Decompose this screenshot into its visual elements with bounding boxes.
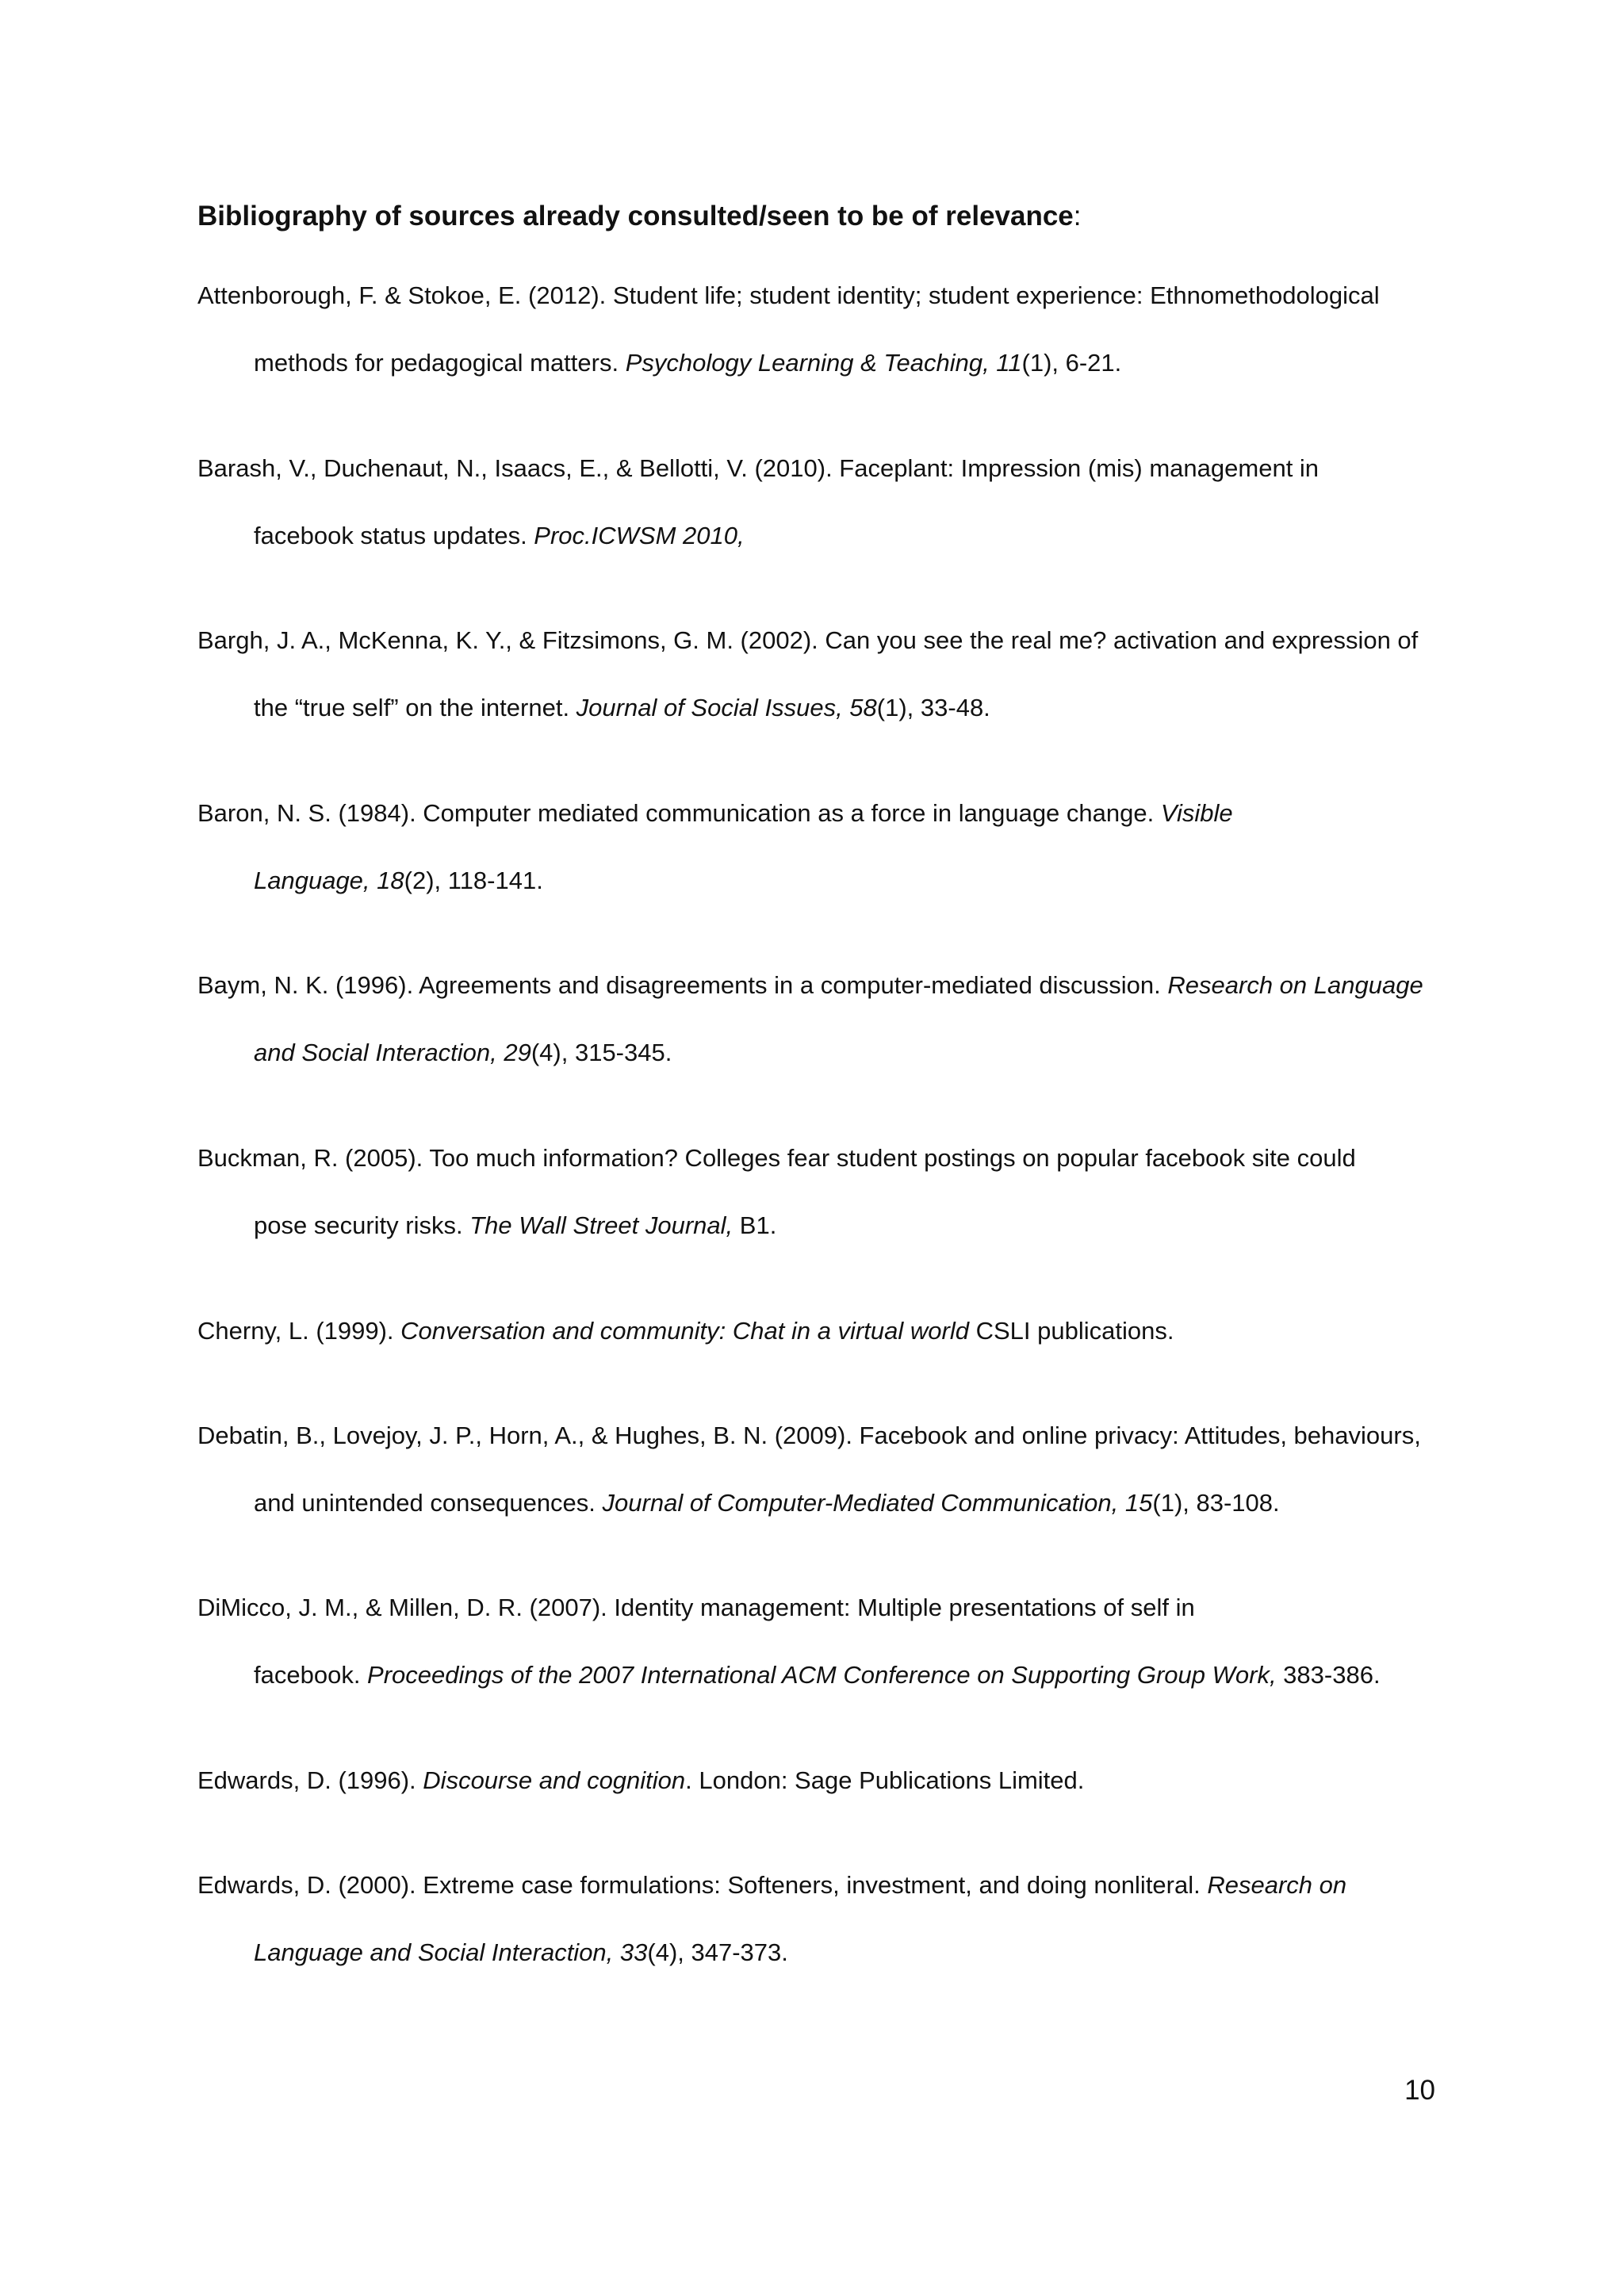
reference-italic-text: Language, 18 (254, 867, 404, 894)
bibliography-heading-text: Bibliography of sources already consulted/seen to be of relevance (197, 201, 1074, 232)
reference-italic-text: Discourse and cognition (423, 1766, 686, 1794)
reference-text: . London: Sage Publications Limited. (685, 1766, 1085, 1794)
reference-text: Baym, N. K. (1996). Agreements and disagreements in a computer-mediated discussion. (197, 971, 1168, 999)
reference-italic-text: Journal of Social Issues, 58 (576, 694, 877, 721)
reference-line-1 (197, 276, 1450, 316)
reference-italic-text: Research on (1207, 1871, 1347, 1899)
reference-text: Baron, N. S. (1984). Computer mediated communication as a force in language change. (197, 799, 1161, 827)
reference-line-1 (197, 1311, 1450, 1351)
reference-text: pose security risks. (254, 1211, 470, 1239)
reference-text: DiMicco, J. M., & Millen, D. R. (2007). Identity management: Multiple presentations of self in (197, 1594, 1195, 1621)
reference-text: 383-386. (1276, 1661, 1381, 1689)
reference-line-2 (197, 861, 1450, 901)
reference-text: Barash, V., Duchenaut, N., Isaacs, E., & Bellotti, V. (2010). Faceplant: Impression (mis) management in (197, 454, 1320, 482)
reference-entry-baym-1996 (197, 966, 1450, 1073)
reference-line-1 (197, 1138, 1450, 1178)
reference-entry-edwards-2000 (197, 1866, 1450, 1973)
bibliography-heading-colon: : (1073, 201, 1082, 232)
reference-text: Attenborough, F. & Stokoe, E. (2012). Student life; student identity; student experience: Ethnomethodological (197, 281, 1380, 309)
reference-text: (1), 83-108. (1152, 1489, 1280, 1517)
reference-text: Cherny, L. (1999). (197, 1317, 401, 1345)
reference-line-1 (197, 1761, 1450, 1800)
reference-text: the “true self” on the internet. (254, 694, 576, 721)
reference-italic-text: The Wall Street Journal, (469, 1211, 733, 1239)
page-number: 10 (1404, 2075, 1435, 2106)
reference-entry-attenborough-2012 (197, 276, 1450, 383)
reference-entry-dimicco-2007 (197, 1588, 1450, 1695)
reference-line-1 (197, 1866, 1450, 1905)
reference-italic-text: Psychology Learning & Teaching, 11 (625, 349, 1022, 377)
reference-entry-barash-2010 (197, 449, 1450, 556)
reference-text: Edwards, D. (1996). (197, 1766, 423, 1794)
reference-italic-text: Proc.ICWSM 2010, (534, 522, 745, 549)
reference-line-2 (197, 1206, 1450, 1246)
reference-entry-baron-1984 (197, 794, 1450, 901)
reference-line-2 (197, 516, 1450, 556)
reference-entry-bargh-2002 (197, 621, 1450, 728)
reference-line-2 (197, 1033, 1450, 1073)
reference-text: facebook status updates. (254, 522, 534, 549)
reference-text: B1. (733, 1211, 777, 1239)
reference-entry-buckman-2005 (197, 1138, 1450, 1246)
reference-line-2 (197, 1933, 1450, 1973)
reference-text: Debatin, B., Lovejoy, J. P., Horn, A., & Hughes, B. N. (2009). Facebook and online privacy: Attitudes, behaviours, (197, 1422, 1421, 1449)
reference-italic-text: and Social Interaction, 29 (254, 1039, 531, 1066)
reference-entry-edwards-1996 (197, 1761, 1450, 1800)
reference-text: (1), 6-21. (1021, 349, 1122, 377)
reference-text: facebook. (254, 1661, 368, 1689)
reference-line-2 (197, 1655, 1450, 1695)
reference-line-1 (197, 794, 1450, 833)
reference-text: (2), 118-141. (404, 867, 543, 894)
reference-italic-text: Journal of Computer-Mediated Communication, 15 (602, 1489, 1153, 1517)
reference-italic-text: Conversation and community: Chat in a virtual world (400, 1317, 969, 1345)
reference-line-1 (197, 1588, 1450, 1628)
reference-text: (1), 33-48. (876, 694, 990, 721)
reference-line-1 (197, 966, 1450, 1005)
reference-italic-text: Language and Social Interaction, 33 (254, 1938, 648, 1966)
reference-line-2 (197, 1483, 1450, 1523)
reference-text: (4), 347-373. (647, 1938, 788, 1966)
reference-entry-cherny-1999 (197, 1311, 1450, 1351)
reference-italic-text: Proceedings of the 2007 International ACM Conference on Supporting Group Work, (367, 1661, 1277, 1689)
reference-text: Edwards, D. (2000). Extreme case formulations: Softeners, investment, and doing nonliteral. (197, 1871, 1208, 1899)
reference-line-2 (197, 688, 1450, 728)
reference-entry-debatin-2009 (197, 1416, 1450, 1523)
reference-line-1 (197, 621, 1450, 660)
reference-italic-text: Visible (1160, 799, 1233, 827)
reference-line-1 (197, 449, 1450, 488)
reference-text: methods for pedagogical matters. (254, 349, 626, 377)
reference-text: (4), 315-345. (530, 1039, 672, 1066)
reference-text: and unintended consequences. (254, 1489, 603, 1517)
bibliography-heading (197, 197, 1082, 236)
reference-line-2 (197, 343, 1450, 383)
reference-text: Buckman, R. (2005). Too much information? Colleges fear student postings on popular facebook site could (197, 1144, 1356, 1172)
reference-line-1 (197, 1416, 1450, 1456)
reference-text: CSLI publications. (968, 1317, 1174, 1345)
reference-text: Bargh, J. A., McKenna, K. Y., & Fitzsimons, G. M. (2002). Can you see the real me? activation and expression of (197, 626, 1419, 654)
reference-italic-text: Research on Language (1167, 971, 1423, 999)
